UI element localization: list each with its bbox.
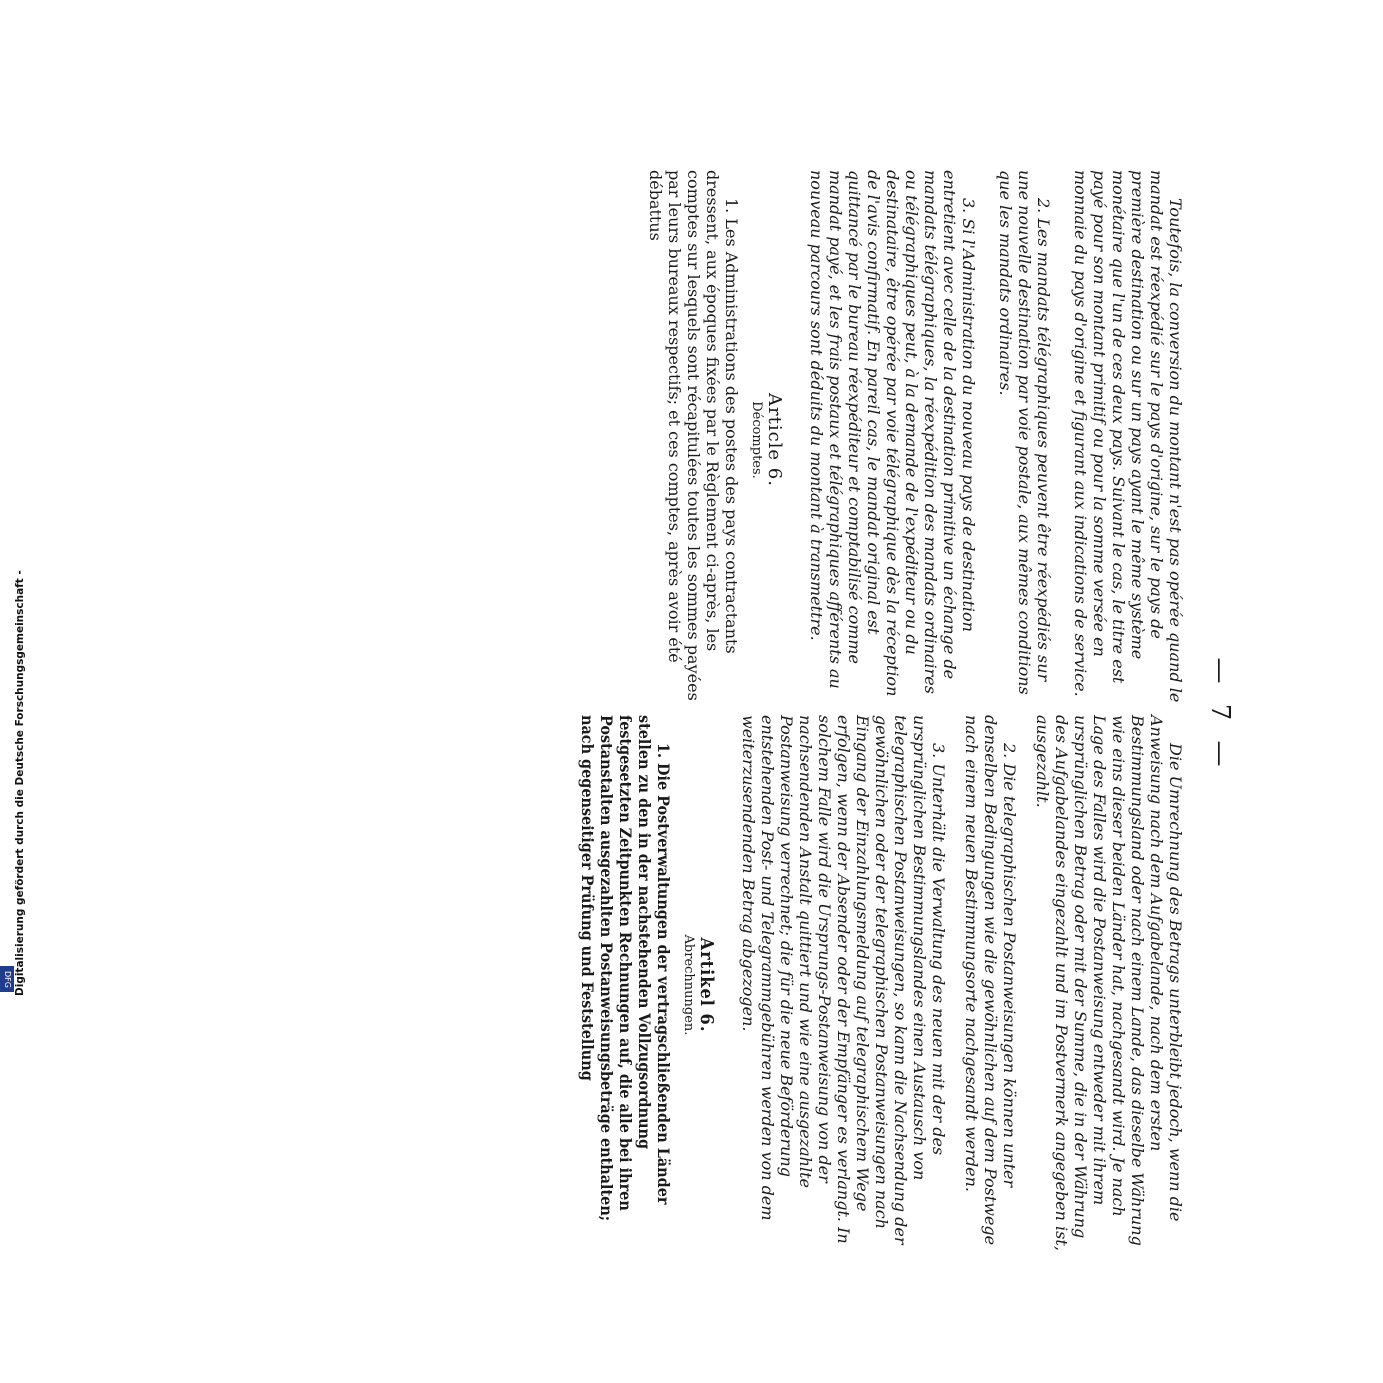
german-paragraph-4: 1. Die Postverwaltungen der vertragschließenden Länder stellen zu den in der nachstehenden Vollzugsordnung festgesetzten Zeitpunkten Rechnungen auf, die alle bei ihren Postanstalten ausgezahlten Postanweisungsbeträge enthalten; nach gegenseitiger Prüfung und Feststellung — [578, 715, 673, 1222]
german-paragraph-2: 2. Die telegraphischen Postanweisungen können unter denselben Bedingungen wie die gewöhnlichen auf dem Postwege nach einem neuen Bestimmungsorte nachgesandt werden. — [962, 715, 1019, 1246]
footer-credit-text: Digitalisierung gefördert durch die Deutsche Forschungsgemeinschaft - — [14, 570, 26, 996]
rotated-content — [145, 170, 1235, 1251]
german-paragraph-1: Die Umrechnung des Betrags unterbleibt jedoch, wenn die Anweisung nach dem Aufgabelande, nach dem ersten Bestimmungsland oder nach einem Lande, das dieselbe Währung wie eins dieser beiden Länder hat, nachgesandt wird. Je nach Lage des Falles wird die Postanweisung entweder mit ihrem ursprünglichen Betrag oder mit der Summe, die in der Währung des Aufgabelandes eingezahlt und im Postvermerk angegeben ist, ausgezahlt. — [1033, 715, 1185, 1251]
french-article-title: Article 6. — [764, 393, 785, 487]
french-article-subtitle: Décomptes. — [749, 401, 764, 479]
german-article-title: Artikel 6. — [696, 937, 717, 1033]
digitization-footer — [0, 0, 26, 1000]
german-paragraph-3: 3. Unterhält die Verwaltung des neuen mit der des ursprünglichen Bestimmungslandes einen Austausch von telegraphischen Postanweisungen, so kann die Nachsendung der gewöhnlichen oder der telegraphischen Postanweisungen nach Eingang der Einzahlungsmeldung auf telegraphischem Wege erfolgen, wenn der Absender oder der Empfänger es verlangt. In solchem Falle wird die Ursprungs-Postanweisung von der nachsendenden Anstalt quittiert und wie eine ausgezahlte Postanweisung verrechnet; die für die neue Beförderung entstehenden Post- und Telegrammgebühren werden von dem weiterzusendenden Betrag abgezogen. — [739, 715, 948, 1245]
french-paragraph-4: 1. Les Administrations des postes des pays contractants dressent, aux époques fixées par le Règlement ci-après, les comptes sur lesquels sont récapitulées toutes les sommes payées par leurs bureaux respectifs; et ces comptes, après avoir été débattus — [646, 170, 741, 701]
german-article-subtitle: Abrechnungen. — [681, 934, 696, 1036]
french-column — [646, 170, 1185, 710]
german-column — [578, 715, 1185, 1255]
french-paragraph-2: 2. Les mandats télégraphiques peuvent être réexpédiés sur une nouvelle destination par voie postale, aux mêmes conditions que les mandats ordinaires. — [996, 170, 1053, 695]
page-number: — 7 — — [1205, 657, 1235, 773]
french-paragraph-3: 3. Si l'Administration du nouveau pays de destination entretient avec celle de la destination primitive un échange de mandats télégraphiques, la réexpédition des mandats ordinaires ou télégraphiques peut, à la demande de l'expéditeur ou du destinataire, être opérée par voie télégraphique dès la réception de l'avis confirmatif. En pareil cas, le mandat original est quittancé par le bureau réexpéditeur et comptabilisé comme mandat payé, et les frais postaux et télégraphiques afférents au nouveau parcours sont déduits du montant à transmettre. — [807, 170, 978, 697]
french-paragraph-1: Toutefois, la conversion du montant n'est pas opérée quand le mandat est réexpédié sur le pays d'origine, sur le pays de première destination ou sur un pays ayant le même système monétaire que l'un de ces deux pays. Suivant le cas, le titre est payé pour son montant primitif ou pour la somme versée en monnaie du pays d'origine et figurant aux indications de service. — [1071, 170, 1185, 703]
dfg-logo-icon: DFG — [0, 966, 14, 992]
